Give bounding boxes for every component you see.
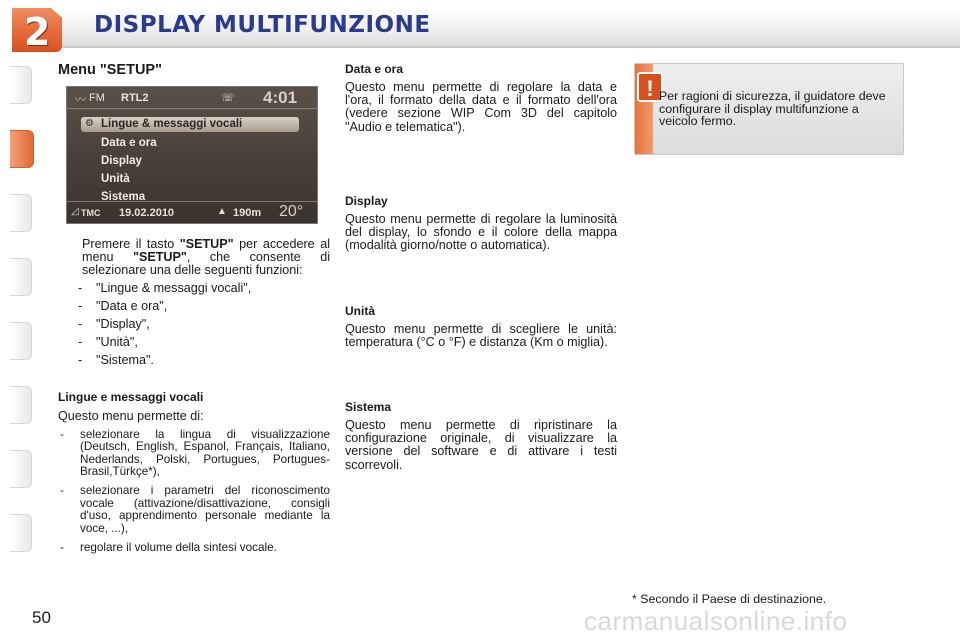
safety-warning-box xyxy=(634,63,904,155)
lingue-options-list xyxy=(58,429,330,555)
chapter-tab-2-active[interactable] xyxy=(10,130,34,168)
list-item: - regolare il volume della sintesi vocale. xyxy=(58,542,330,554)
chapter-tab-4[interactable] xyxy=(10,258,32,296)
column-left xyxy=(58,62,330,561)
screen-station: RTL2 xyxy=(121,92,149,104)
list-item: - "Lingue & messaggi vocali", xyxy=(78,282,330,295)
screen-distance: 190m xyxy=(233,207,262,219)
section-display xyxy=(345,194,617,253)
settings-icon: ⚙ xyxy=(85,118,94,129)
setup-key-label-1: "SETUP" xyxy=(179,237,234,251)
warning-exclamation-icon: ! xyxy=(637,72,663,102)
screen-menu-item-sistema: Sistema xyxy=(101,191,146,203)
instruction-text-2: per accedere al menu xyxy=(82,237,330,265)
chapter-tabs xyxy=(0,66,34,578)
warning-text: Per ragioni di sicurezza, il guidatore deve configurare il display multifunzione a veicolo fermo. xyxy=(659,89,886,129)
page-number: 50 xyxy=(32,608,51,627)
tmc-icon: ◿ xyxy=(71,206,79,217)
list-item: - selezionare la lingua di visualizzazione (Deutsch, English, Espanol, Français, Italiano, Nederlands, Polski, Portugues, Portugues-Brasil,Türkçe*), xyxy=(58,429,330,479)
section-heading-data-ora: Data e ora xyxy=(345,62,404,76)
screen-menu-item-unita: Unità xyxy=(101,173,130,185)
footnote: * Secondo il Paese di destinazione. xyxy=(632,592,827,606)
instruction-text-3: , che consente di selezionare una delle seguenti funzioni: xyxy=(82,250,330,278)
screen-menu-item-display: Display xyxy=(101,155,142,167)
section-text-data-ora: Questo menu permette di regolare la data e l'ora, il formato della data e il formato dell'ora (vedere sezione WIP Com 3D del capitolo "Audio e telematica"). xyxy=(345,80,617,134)
function-list xyxy=(78,282,330,368)
section-sistema xyxy=(345,400,617,472)
chapter-tab-7[interactable] xyxy=(10,450,32,488)
chapter-tab-1[interactable] xyxy=(10,66,32,104)
screen-date: 19.02.2010 xyxy=(119,207,175,219)
screen-menu-item-data-ora: Data e ora xyxy=(101,137,157,149)
phone-icon: ☏ xyxy=(221,92,235,104)
list-item: - "Display", xyxy=(78,318,330,331)
watermark: carmanualsonline.info xyxy=(584,606,848,636)
section-heading-display: Display xyxy=(345,194,388,208)
list-item: - "Sistema". xyxy=(78,354,330,367)
navigation-arrow-icon: ▲ xyxy=(217,206,227,217)
radio-wave-icon: 〰 xyxy=(75,94,86,106)
setup-instruction xyxy=(58,238,330,278)
section-text-display: Questo menu permette di regolare la luminosità del display, lo sfondo e il colore della mappa (modalità giorno/notte o automatica). xyxy=(345,212,617,253)
list-item: - selezionare i parametri del riconoscimento vocale (attivazione/disattivazione, consigli d'uso, apprendimento personale mediante la voce, ...), xyxy=(58,485,330,535)
screen-menu-item-lingue: Lingue & messaggi vocali xyxy=(101,118,243,130)
instruction-text-1: Premere il tasto xyxy=(82,237,180,251)
chapter-tab-6[interactable] xyxy=(10,386,32,424)
section-heading-lingue: Lingue e messaggi vocali xyxy=(58,389,204,404)
section-lingue xyxy=(58,390,330,555)
screen-tmc: TMC xyxy=(81,208,101,218)
screen-clock: 4:01 xyxy=(263,88,298,107)
list-item: - "Data e ora", xyxy=(78,300,330,313)
screen-top-bar xyxy=(67,87,317,109)
column-middle xyxy=(345,62,617,472)
setup-key-label-2: "SETUP" xyxy=(132,250,187,265)
chapter-number: 2 xyxy=(24,10,51,54)
section-heading-sistema: Sistema xyxy=(345,400,392,414)
section-heading-unita: Unità xyxy=(345,304,375,318)
screen-bottom-bar xyxy=(67,201,317,223)
page-title: DISPLAY MULTIFUNZIONE xyxy=(94,12,431,38)
screen-source: FM xyxy=(89,92,105,104)
list-item: - "Unità", xyxy=(78,336,330,349)
display-screenshot xyxy=(66,86,318,224)
section-unita xyxy=(345,304,617,349)
screen-temperature: 20° xyxy=(279,203,304,220)
chapter-tab-5[interactable] xyxy=(10,322,32,360)
chapter-tab-8[interactable] xyxy=(10,514,32,552)
page-header xyxy=(0,0,960,56)
chapter-tab-3[interactable] xyxy=(10,194,32,232)
section-lead-lingue: Questo menu permette di: xyxy=(58,408,204,423)
section-title-setup: Menu "SETUP" xyxy=(58,62,162,78)
section-data-ora xyxy=(345,62,617,134)
section-text-unita: Questo menu permette di scegliere le unità: temperatura (°C o °F) e distanza (Km o miglia). xyxy=(345,322,617,350)
section-text-sistema: Questo menu permette di ripristinare la configurazione originale, di visualizzare la versione del software e di attivare i testi scorrevoli. xyxy=(345,418,617,472)
